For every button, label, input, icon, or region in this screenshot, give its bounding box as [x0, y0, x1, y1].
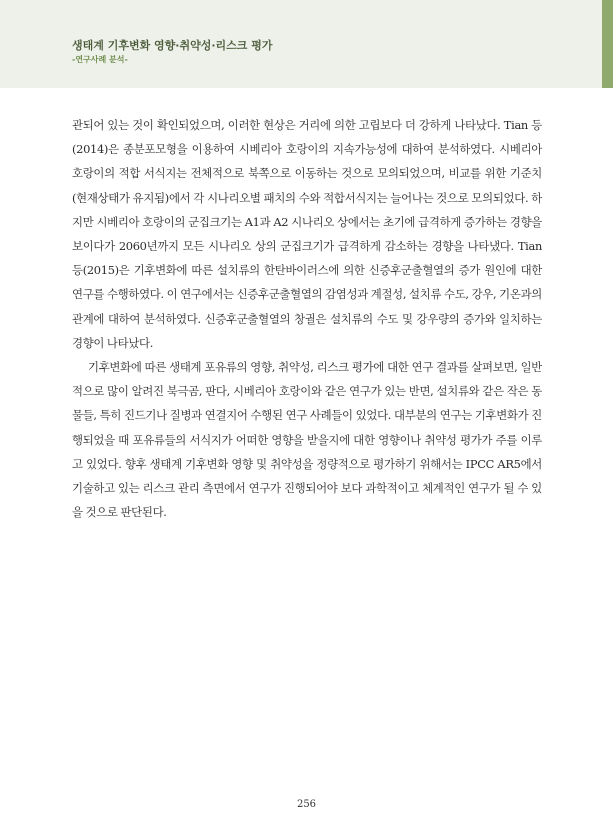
body-text: [72, 113, 542, 524]
running-header-subtitle: -연구사례 분석-: [72, 55, 128, 64]
running-header: [0, 0, 613, 88]
running-header-title: 생태계 기후변화 영향·취약성·리스크 평가: [72, 39, 273, 52]
paragraph-continued: 관되어 있는 것이 확인되었으며, 이러한 현상은 거리에 의한 고립보다 더 강하게 나타났다. Tian 등(2014)은 종분포모형을 이용하여 시베리아 호랑이의 지속가능성에 대하여 분석하였다. 시베리아 호랑이의 적합 서식지는 전체적으로 북쪽으로 이동하는 것으로 모의되었으며, 비교를 위한 기준치(현재상태가 유지됨)에서 각 시나리오별 패치의 수와 적합서식지는 늘어나는 것으로 모의되었다. 하지만 시베리아 호랑이의 군집크기는 A1과 A2 시나리오 상에서는 초기에 급격하게 증가하는 경향을 보이다가 2060년까지 모든 시나리오 상의 군집크기가 급격하게 감소하는 경향을 나타냈다. Tian 등(2015)은 기후변화에 따른 설치류의 한탄바이러스에 의한 신증후군출혈열의 증가 원인에 대한 연구를 수행하였다. 이 연구에서는 신증후군출혈열의 감염성과 계절성, 설치류 수도, 강우, 기온과의 관계에 대하여 분석하였다. 신증후군출혈열의 창궐은 설치류의 수도 및 강우량의 증가와 일치하는 경향이 나타났다.: [72, 118, 542, 350]
header-color-tab: [602, 0, 613, 88]
page-number: 256: [296, 799, 317, 810]
paragraph-summary: 기후변화에 따른 생태계 포유류의 영향, 취약성, 리스크 평가에 대한 연구 결과를 살펴보면, 일반적으로 많이 알려진 북극곰, 판다, 시베리아 호랑이와 같은 연구가 있는 반면, 설치류와 같은 작은 동물들, 특히 진드기나 질병과 연결지어 수행된 연구 사례들이 있었다. 대부분의 연구는 기후변화가 진행되었을 때 포유류들의 서식지가 어떠한 영향을 받을지에 대한 영향이나 취약성 평가가 주를 이루고 있었다. 향후 생태계 기후변화 영향 및 취약성을 정량적으로 평가하기 위해서는 IPCC AR5에서 기술하고 있는 리스크 관리 측면에서 연구가 진행되어야 보다 과학적이고 체계적인 연구가 될 수 있을 것으로 판단된다.: [72, 360, 542, 520]
